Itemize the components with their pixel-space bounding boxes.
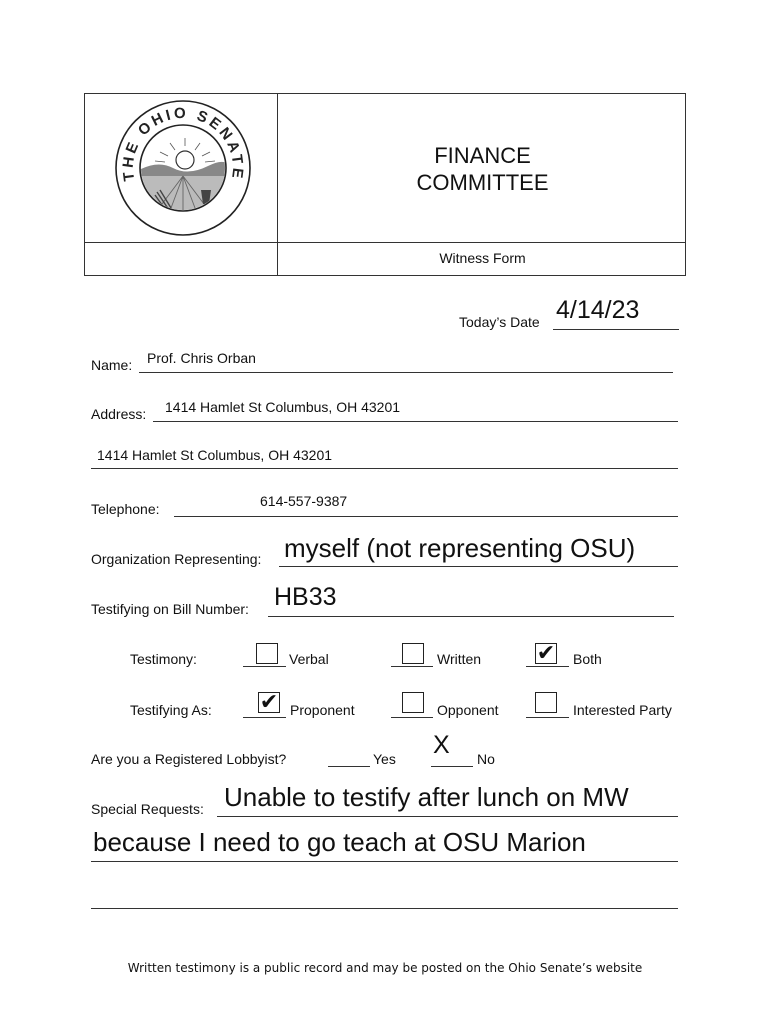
special-requests-value-line2: because I need to go teach at OSU Marion (93, 827, 586, 857)
organization-label: Organization Representing: (91, 551, 262, 567)
bill-value: HB33 (274, 583, 337, 611)
committee-title-line2: COMMITTEE (416, 170, 549, 195)
lobbyist-label: Are you a Registered Lobbyist? (91, 751, 287, 767)
address-label: Address: (91, 406, 147, 422)
form-title: Witness Form (439, 250, 526, 266)
lobbyist-yes-label: Yes (373, 751, 396, 767)
testimony-written-checkbox[interactable] (402, 643, 424, 664)
special-requests-label: Special Requests: (91, 801, 204, 817)
proponent-checkbox[interactable] (258, 692, 280, 713)
telephone-value: 614-557-9387 (260, 493, 348, 509)
committee-title (278, 142, 687, 196)
special-requests-line-3[interactable] (91, 893, 678, 909)
check-mark-icon: ✔ (536, 641, 556, 666)
check-mark-icon: ✔ (259, 690, 279, 715)
testimony-verbal-label: Verbal (289, 651, 329, 667)
footer-note: Written testimony is a public record and may be posted on the Ohio Senate’s website (127, 961, 643, 975)
date-label: Today’s Date (459, 314, 540, 330)
special-requests-value-line1: Unable to testify after lunch on MW (224, 782, 629, 812)
svg-text:THE OHIO SENATE: THE OHIO SENATE (119, 104, 247, 183)
organization-value: myself (not representing OSU) (284, 533, 636, 563)
testimony-label: Testimony: (130, 651, 197, 667)
lobbyist-yes-line[interactable] (328, 751, 370, 767)
name-value: Prof. Chris Orban (147, 350, 256, 366)
interested-party-label: Interested Party (573, 702, 672, 718)
committee-title-line1: FINANCE (434, 143, 531, 168)
header-table (84, 93, 686, 276)
lobbyist-no-label: No (477, 751, 495, 767)
address-value-line1: 1414 Hamlet St Columbus, OH 43201 (165, 399, 401, 415)
address-value-line2: 1414 Hamlet St Columbus, OH 43201 (97, 447, 333, 463)
telephone-field-line[interactable] (174, 501, 678, 517)
ohio-senate-seal-icon (113, 98, 253, 238)
testifying-as-label: Testifying As: (130, 702, 212, 718)
opponent-label: Opponent (437, 702, 499, 718)
testimony-written-label: Written (437, 651, 482, 667)
date-value: 4/14/23 (556, 296, 640, 324)
testimony-both-checkbox[interactable] (535, 643, 557, 664)
bill-label: Testifying on Bill Number: (91, 601, 249, 617)
testimony-both-label: Both (573, 651, 602, 667)
opponent-checkbox[interactable] (402, 692, 424, 713)
lobbyist-no-mark: X (433, 731, 450, 759)
name-label: Name: (91, 357, 133, 373)
proponent-label: Proponent (290, 702, 355, 718)
header-divider-horizontal (85, 242, 685, 243)
interested-party-checkbox[interactable] (535, 692, 557, 713)
testimony-verbal-checkbox[interactable] (256, 643, 278, 664)
telephone-label: Telephone: (91, 501, 160, 517)
